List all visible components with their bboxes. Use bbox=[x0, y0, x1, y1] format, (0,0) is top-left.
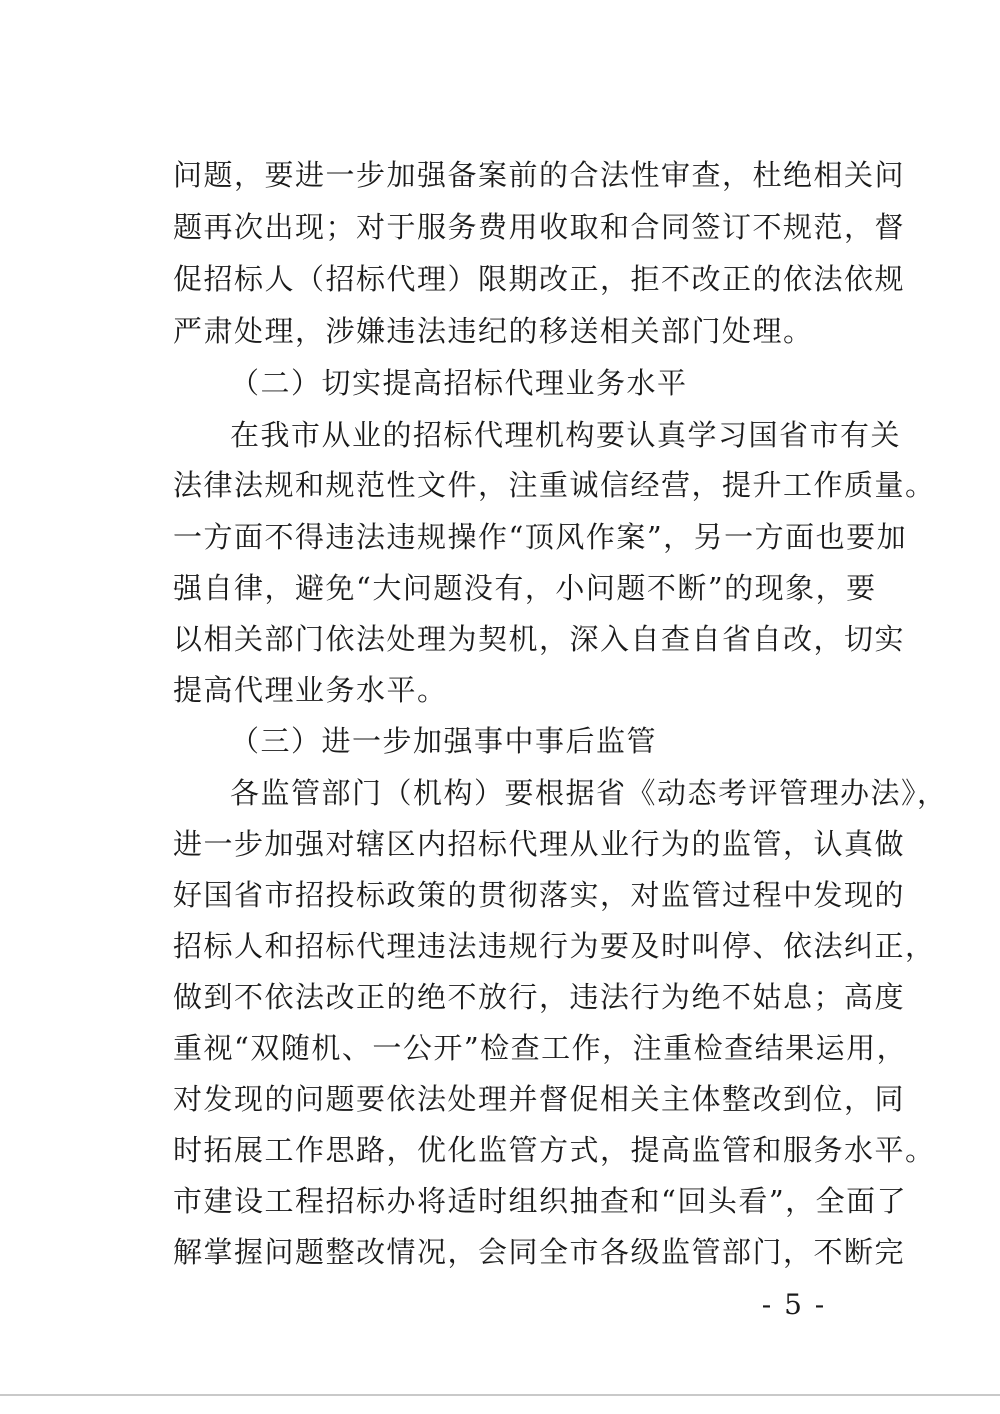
body-line-18: 重视“双随机、一公开”检查工作，注重检查结果运用， bbox=[173, 1031, 908, 1065]
body-line-9: 强自律，避免“大问题没有，小问题不断”的现象，要 bbox=[173, 571, 877, 605]
body-line-2: 题再次出现；对于服务费用收取和合同签订不规范，督 bbox=[173, 210, 906, 244]
body-line-19: 对发现的问题要依法处理并督促相关主体整改到位，同 bbox=[173, 1082, 906, 1116]
body-line-16: 招标人和招标代理违法违规行为要及时叫停、依法纠正， bbox=[173, 929, 936, 963]
body-line-10: 以相关部门依法处理为契机，深入自查自省自改，切实 bbox=[173, 622, 906, 656]
body-line-11: 提高代理业务水平。 bbox=[173, 673, 448, 707]
section-heading-3: （三）进一步加强事中事后监管 bbox=[230, 724, 658, 758]
body-line-4: 严肃处理，涉嫌违法违纪的移送相关部门处理。 bbox=[173, 314, 814, 348]
body-line-8: 一方面不得违法违规操作“顶风作案”，另一方面也要加 bbox=[173, 520, 908, 554]
page-number: - 5 - bbox=[761, 1288, 827, 1321]
body-line-6: 在我市从业的招标代理机构要认真学习国省市有关 bbox=[230, 418, 902, 452]
section-heading-2: （二）切实提高招标代理业务水平 bbox=[230, 366, 688, 400]
body-line-3: 促招标人（招标代理）限期改正，拒不改正的依法依规 bbox=[173, 262, 906, 296]
body-line-14: 进一步加强对辖区内招标代理从业行为的监管，认真做 bbox=[173, 827, 906, 861]
body-line-1: 问题，要进一步加强备案前的合法性审查，杜绝相关问 bbox=[173, 158, 906, 192]
body-line-17: 做到不依法改正的绝不放行，违法行为绝不姑息；高度 bbox=[173, 980, 906, 1014]
body-line-13: 各监管部门（机构）要根据省《动态考评管理办法》， bbox=[230, 776, 948, 810]
body-line-21: 市建设工程招标办将适时组织抽查和“回头看”，全面了 bbox=[173, 1184, 908, 1218]
page-bottom-edge bbox=[0, 1394, 1000, 1396]
body-line-15: 好国省市招投标政策的贯彻落实，对监管过程中发现的 bbox=[173, 878, 906, 912]
body-line-20: 时拓展工作思路，优化监管方式，提高监管和服务水平。 bbox=[173, 1133, 936, 1167]
body-line-7: 法律法规和规范性文件，注重诚信经营，提升工作质量。 bbox=[173, 468, 936, 502]
body-line-22: 解掌握问题整改情况，会同全市各级监管部门，不断完 bbox=[173, 1235, 906, 1269]
